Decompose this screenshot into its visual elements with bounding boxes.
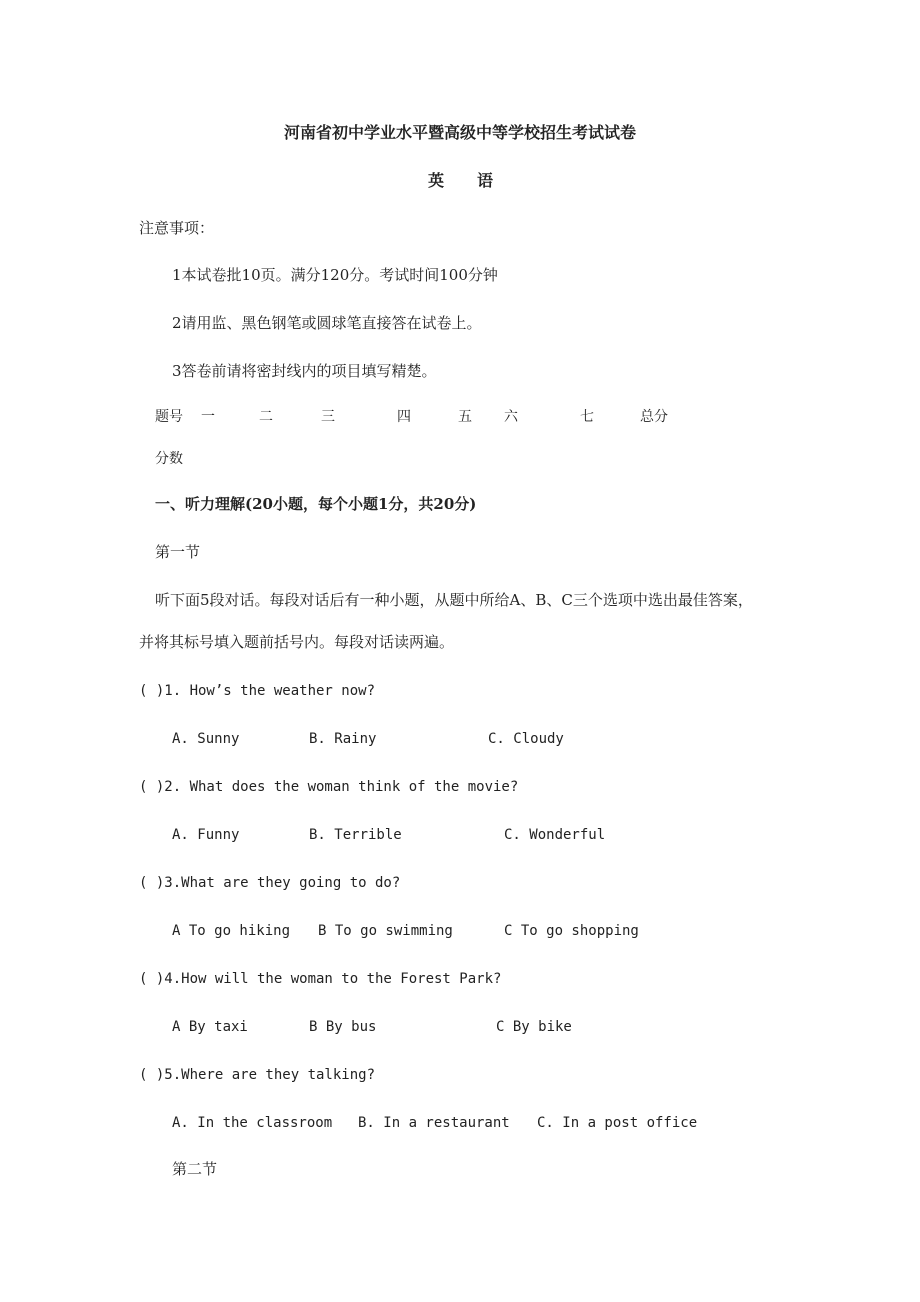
question-5-stem: ( )5.Where are they talking? xyxy=(139,1067,376,1083)
note-item-3: 3答卷前请将密封线内的项目填写精楚。 xyxy=(172,362,437,380)
notes-heading: 注意事项： xyxy=(139,219,215,237)
question-3-option-a: A To go hiking xyxy=(172,923,291,939)
score-table-col-7: 七 xyxy=(580,409,594,425)
question-5-option-c: C. In a post office xyxy=(537,1115,698,1131)
question-2-stem: ( )2. What does the woman think of the movie? xyxy=(139,779,519,795)
question-5-option-b: B. In a restaurant xyxy=(358,1115,510,1131)
question-2-option-c: C. Wonderful xyxy=(504,827,606,843)
section1-heading: 一、听力理解(20小题，每个小题1分，共20分) xyxy=(155,495,477,513)
question-2-option-b: B. Terrible xyxy=(309,827,402,843)
note-item-2: 2请用监、黑色钢笔或圆球笔直接答在试卷上。 xyxy=(172,314,482,332)
question-3-option-b: B To go swimming xyxy=(318,923,453,939)
section1-instruction-line2: 并将其标号填入题前括号内。每段对话读两遍。 xyxy=(139,633,455,651)
score-table-col-3: 三 xyxy=(321,409,335,425)
question-4-option-b: B By bus xyxy=(309,1019,377,1035)
question-3-stem: ( )3.What are they going to do? xyxy=(139,875,401,891)
score-table-col-6: 六 xyxy=(504,409,518,425)
score-table-col-5: 五 xyxy=(458,409,472,425)
question-1-option-b: B. Rainy xyxy=(309,731,377,747)
question-3-option-c: C To go shopping xyxy=(504,923,639,939)
question-1-option-c: C. Cloudy xyxy=(488,731,564,747)
question-5-option-a: A. In the classroom xyxy=(172,1115,333,1131)
question-4-option-a: A By taxi xyxy=(172,1019,248,1035)
score-table-row-label: 题号 xyxy=(155,409,183,425)
note-item-1: 1本试卷批10页。满分120分。考试时间100分钟 xyxy=(172,266,498,284)
subject-char-2: 语 xyxy=(477,171,494,190)
question-1-option-a: A. Sunny xyxy=(172,731,240,747)
question-4-option-c: C By bike xyxy=(496,1019,572,1035)
score-table-col-4: 四 xyxy=(397,409,411,425)
subject-char-1: 英 xyxy=(428,171,445,190)
score-table-col-1: 一 xyxy=(201,409,215,425)
section1-instruction-line1: 听下面5段对话。每段对话后有一种小题，从题中所给A、B、C三个选项中选出最佳答案， xyxy=(155,591,753,609)
question-1-stem: ( )1. How’s the weather now? xyxy=(139,683,376,699)
score-table-col-2: 二 xyxy=(259,409,273,425)
question-2-option-a: A. Funny xyxy=(172,827,240,843)
section1-part1-label: 第一节 xyxy=(155,543,201,561)
section1-part2-label: 第二节 xyxy=(172,1160,218,1178)
exam-title: 河南省初中学业水平暨高级中等学校招生考试试卷 xyxy=(283,123,636,142)
question-4-stem: ( )4.How will the woman to the Forest Park? xyxy=(139,971,502,987)
score-table-score-label: 分数 xyxy=(155,451,183,467)
score-table-col-total: 总分 xyxy=(640,409,668,425)
